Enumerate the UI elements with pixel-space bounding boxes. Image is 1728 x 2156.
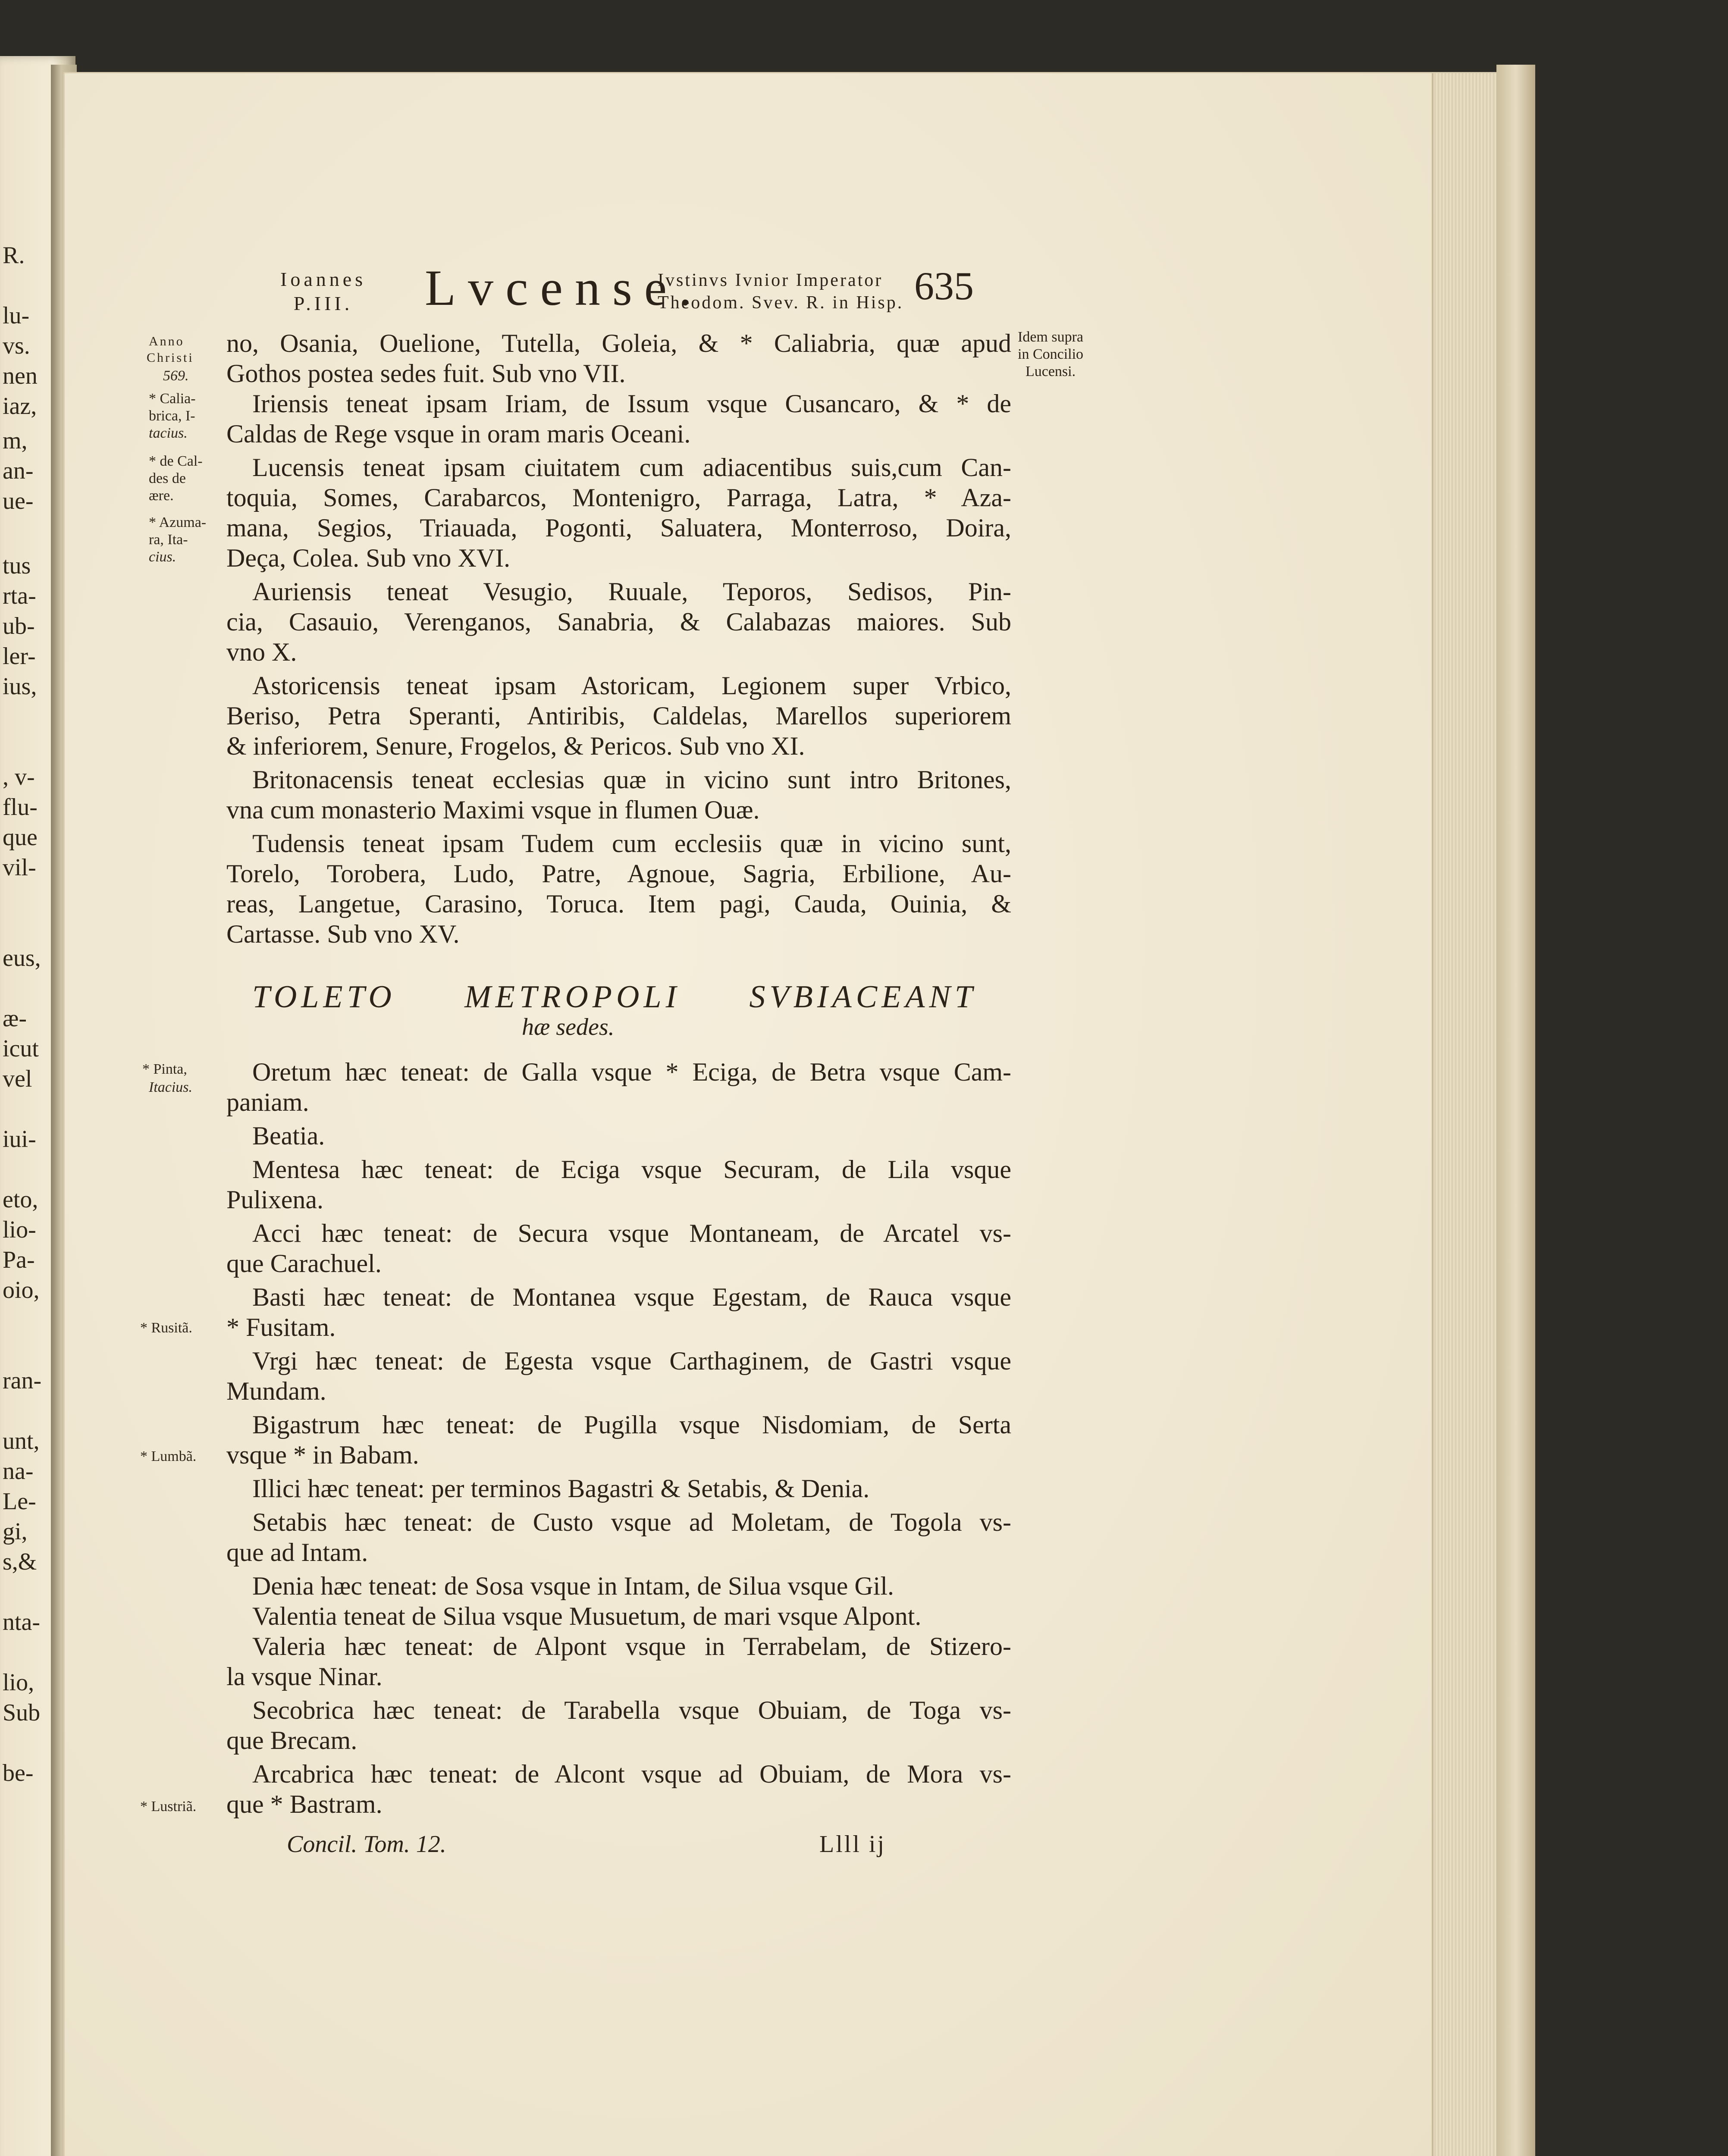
text-line: Vrgi hæc teneat: de Egesta vsque Carthaginem, de Gastri vsque: [252, 1347, 1011, 1375]
prev-fragment: Sub: [3, 1699, 41, 1726]
text-line: vsque * in Babam.: [226, 1441, 419, 1469]
prev-fragment: , v-: [3, 764, 35, 790]
text-line: vna cum monasterio Maximi vsque in flumen Ouæ.: [226, 796, 760, 824]
prev-fragment: Pa-: [3, 1247, 35, 1273]
signature-mark: Concil. Tom. 12.: [287, 1831, 446, 1858]
text-line: Auriensis teneat Vesugio, Ruuale, Teporos, Sedisos, Pin-: [252, 577, 1011, 606]
margin-note-christi: Christi: [147, 351, 194, 365]
prev-fragment: ler-: [3, 643, 36, 670]
prev-fragment: ue-: [3, 488, 34, 514]
text-line: Illici hæc teneat: per terminos Bagastri & Setabis, & Denia.: [252, 1474, 870, 1503]
margin-note: des de: [149, 470, 186, 486]
page-number: 635: [914, 264, 974, 308]
margin-note: * Lustriã.: [140, 1799, 197, 1814]
text-line: Beriso, Petra Speranti, Antiribis, Caldelas, Marellos superiorem: [226, 702, 1011, 730]
text-line: toquia, Somes, Carabarcos, Montenigro, Parraga, Latra, * Aza-: [226, 483, 1011, 512]
prev-fragment: lio-: [3, 1216, 36, 1243]
text-line: la vsque Ninar.: [226, 1662, 383, 1691]
text-line: Valeria hæc teneat: de Alpont vsque in Terrabelam, de Stizero-: [252, 1632, 1011, 1661]
text-line: Mentesa hæc teneat: de Eciga vsque Securam, de Lila vsque: [252, 1155, 1011, 1184]
prev-fragment: be-: [3, 1760, 34, 1786]
prev-fragment: na-: [3, 1458, 34, 1485]
text-line: que * Bastram.: [226, 1790, 383, 1818]
prev-fragment: flu-: [3, 794, 38, 821]
text-line: Bigastrum hæc teneat: de Pugilla vsque Nisdomiam, de Serta: [252, 1410, 1011, 1439]
prev-fragment: ub-: [3, 613, 35, 639]
margin-note: * Lumbã.: [140, 1448, 197, 1464]
text-line: & inferiorem, Senure, Frogelos, & Pericos. Sub vno XI.: [226, 732, 805, 760]
text-line: Setabis hæc teneat: de Custo vsque ad Moletam, de Togola vs-: [252, 1508, 1011, 1536]
margin-note: * Calia-: [149, 391, 196, 407]
text-line: paniam.: [226, 1088, 309, 1116]
prev-fragment: gi,: [3, 1518, 28, 1545]
prev-fragment: ius,: [3, 673, 37, 700]
margin-note: * Pinta,: [142, 1061, 187, 1077]
note-line: Lucensi.: [1025, 364, 1076, 379]
text-line: Acci hæc teneat: de Secura vsque Montaneam, de Arcatel vs-: [252, 1219, 1011, 1247]
prev-fragment: vil-: [3, 854, 36, 881]
section-subheading: hæ sedes.: [522, 1014, 615, 1040]
prev-fragment: Le-: [3, 1488, 36, 1515]
prev-fragment: eto,: [3, 1186, 38, 1213]
text-line: que Brecam.: [226, 1726, 358, 1755]
running-head-pope: P.III.: [293, 292, 353, 314]
text-line: reas, Langetue, Carasino, Toruca. Item pagi, Cauda, Ouinia, &: [226, 890, 1011, 918]
text-line: Cartasse. Sub vno XV.: [226, 920, 460, 948]
text-line: Astoricensis teneat ipsam Astoricam, Legionem super Vrbico,: [252, 671, 1011, 700]
text-line: Torelo, Torobera, Ludo, Patre, Agnoue, Sagria, Erbilione, Au-: [226, 859, 1011, 888]
page-edges: [1432, 73, 1502, 2156]
running-head-emperor: Ivstinvs Ivnior Imperator: [658, 270, 883, 290]
prev-fragment: lio,: [3, 1669, 34, 1696]
prev-fragment: eus,: [3, 945, 41, 971]
text-line: Lucensis teneat ipsam ciuitatem cum adiacentibus suis,cum Can-: [252, 453, 1011, 482]
text-line: cia, Casauio, Verenganos, Sanabria, & Calabazas maiores. Sub: [226, 608, 1011, 636]
margin-note: ra, Ita-: [149, 532, 188, 548]
prev-fragment: nen: [3, 363, 38, 389]
gathering-signature: Llll ij: [819, 1831, 886, 1858]
prev-fragment: rta-: [3, 583, 36, 609]
margin-note: * Rusitã.: [140, 1320, 192, 1336]
prev-fragment: m,: [3, 427, 28, 454]
text-line: Pulixena.: [226, 1185, 323, 1214]
margin-note: ære.: [149, 488, 174, 504]
text-line: Caldas de Rege vsque in oram maris Oceani.: [226, 420, 691, 448]
margin-note-anno: Anno: [149, 334, 185, 348]
text-line: Tudensis teneat ipsam Tudem cum ecclesiis quæ in vicino sunt,: [252, 829, 1011, 858]
prev-fragment: vel: [3, 1065, 32, 1092]
prev-fragment: æ-: [3, 1005, 27, 1032]
book-cover-edge: [1496, 65, 1535, 2156]
text-line: Oretum hæc teneat: de Galla vsque * Eciga, de Betra vsque Cam-: [252, 1058, 1011, 1086]
margin-note-year: 569.: [163, 368, 189, 384]
right-margin-note: [1018, 329, 1083, 380]
text-line: que Carachuel.: [226, 1249, 382, 1278]
prev-fragment: iui-: [3, 1126, 36, 1153]
text-line: Denia hæc teneat: de Sosa vsque in Intam, de Silua vsque Gil.: [252, 1572, 894, 1600]
text-line: Gothos postea sedes fuit. Sub vno VII.: [226, 359, 626, 388]
prev-fragment: an-: [3, 458, 34, 484]
prev-fragment: que: [3, 824, 38, 851]
prev-fragment: s,&: [3, 1548, 37, 1575]
running-head-right: [658, 269, 903, 314]
running-head-king: Theodom. Svev. R. in Hisp.: [658, 293, 904, 313]
note-line: in Concilio: [1018, 346, 1084, 362]
prev-fragment: iaz,: [3, 393, 37, 420]
prev-fragment: ran-: [3, 1367, 42, 1394]
text-line: no, Osania, Ouelione, Tutella, Goleia, & * Caliabria, quæ apud: [226, 329, 1011, 357]
prev-fragment: vs.: [3, 332, 30, 359]
margin-note: brica, I-: [149, 408, 195, 424]
text-line: Iriensis teneat ipsam Iriam, de Issum vsque Cusancaro, & * de: [252, 389, 1011, 418]
section-heading: TOLETO METROPOLI SVBIACEANT: [252, 979, 977, 1015]
text-line: Secobrica hæc teneat: de Tarabella vsque Obuiam, de Toga vs-: [252, 1696, 1011, 1724]
prev-fragment: icut: [3, 1035, 39, 1062]
margin-note: cius.: [149, 549, 176, 565]
margin-note: Itacius.: [149, 1079, 193, 1095]
prev-fragment: lu-: [3, 302, 30, 329]
prev-fragment: nta-: [3, 1609, 41, 1636]
text-line: Mundam.: [226, 1377, 326, 1405]
prev-fragment: R.: [3, 242, 25, 269]
text-line: vno X.: [226, 638, 297, 666]
margin-note: tacius.: [149, 425, 188, 441]
text-line: Britonacensis teneat ecclesias quæ in vicino sunt intro Britones,: [252, 765, 1011, 794]
text-line: Beatia.: [252, 1122, 325, 1150]
note-line: Idem supra: [1018, 329, 1084, 345]
prev-fragment: oio,: [3, 1277, 40, 1304]
prev-fragment: tus: [3, 552, 31, 579]
text-line: que ad Intam.: [226, 1538, 368, 1567]
text-line: Arcabrica hæc teneat: de Alcont vsque ad Obuiam, de Mora vs-: [252, 1760, 1011, 1788]
prev-fragment: unt,: [3, 1428, 40, 1454]
margin-note: * de Cal-: [149, 453, 203, 469]
text-line: Valentia teneat de Silua vsque Musuetum, de mari vsque Alpont.: [252, 1602, 922, 1630]
text-line: mana, Segios, Triauada, Pogonti, Saluatera, Monterroso, Doira,: [226, 514, 1011, 542]
page-title: Lvcense.: [425, 260, 704, 316]
running-head-author: Ioannes: [280, 268, 367, 290]
margin-note: * Azuma-: [149, 514, 207, 530]
running-head-left: [280, 267, 366, 316]
text-line: * Fusitam.: [226, 1313, 336, 1341]
text-line: Deça, Colea. Sub vno XVI.: [226, 544, 511, 572]
text-line: Basti hæc teneat: de Montanea vsque Egestam, de Rauca vsque: [252, 1283, 1011, 1311]
